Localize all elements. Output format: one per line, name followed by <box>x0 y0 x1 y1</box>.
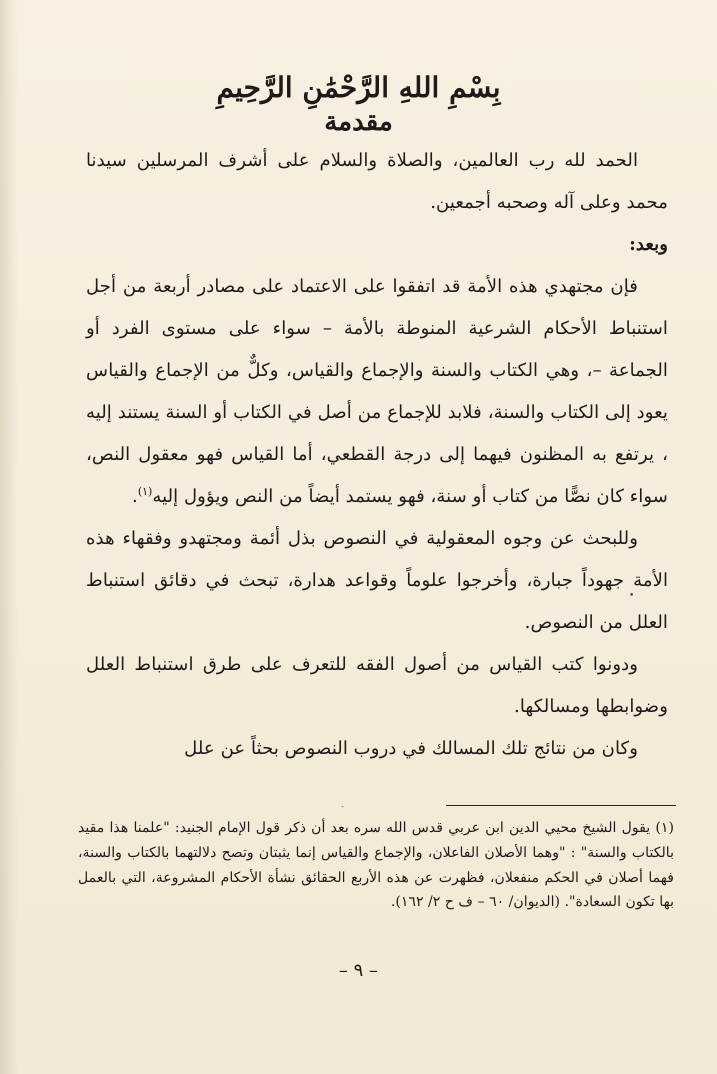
main-text <box>86 140 668 770</box>
margin-mark: • <box>629 591 635 601</box>
paragraph-sources-text: فإن مجتهدي هذه الأمة قد اتفقوا على الاعتماد على مصادر أربعة من أجل استنباط الأحكام الشرعية المنوطة بالأمة – سواء على مستوى الفرد أو الجماعة –، وهي الكتاب والسنة والإجماع والقياس، وكلٌّ من الإجماع والقياس يعود إلى الكتاب والسنة، فلابد للإجماع من أصل في الكتاب أو السنة يستند إليه ، يرتفع به المظنون فيهما إلى درجة القطعي، أما القياس فهو معقول النص، سواء كان نصًّا من كتاب أو سنة، فهو يستمد أيضاً من النص ويؤول إليه <box>86 276 668 507</box>
footnote <box>78 816 674 915</box>
page-number: – ٩ – <box>338 960 379 981</box>
page-title: مقدمة <box>324 107 393 137</box>
bismillah-heading: بِسْمِ اللهِ الرَّحْمَٰنِ الرَّحِيمِ <box>216 71 501 104</box>
footnote-reference: (١) <box>137 484 153 498</box>
paragraph-sources <box>86 266 668 518</box>
paragraph-hamd: الحمد لله رب العالمين، والصلاة والسلام على أشرف المرسلين سيدنا محمد وعلى آله وصحبه أجمعين. <box>86 150 668 213</box>
paragraph-results: وكان من نتائج تلك المسالك في دروب النصوص بحثاً عن علل <box>184 738 638 759</box>
page-gutter-shadow <box>0 0 18 1074</box>
paragraph-qiyas-books: ودونوا كتب القياس من أصول الفقه للتعرف على طرق استنباط العلل وضوابطها ومسالكها. <box>86 654 668 717</box>
footnote-text: (١) يقول الشيخ محيي الدين ابن عربي قدس الله سره بعد أن ذكر قول الإمام الجنيد: "علمنا هذا مقيد بالكتاب والسنة" : "وهما الأصلان الفاعلان، والإجماع والقياس إنما يثبتان وتصح دلالتهما بالكتاب والسنة، فهما أصلان في الحكم منفعلان، فظهرت عن هذه الأربع الحقائق نشأة الأحكام المشروعة، التي بالعمل بها تكون السعادة". (الديوان/ ٦٠ – ف ح ٢/ ١٦٢). <box>78 820 674 911</box>
tick-mark: ˏ <box>341 797 345 808</box>
paragraph-end-punct: . <box>132 486 138 507</box>
paragraph-wa-baad: وبعد: <box>629 234 668 255</box>
paragraph-research: وللبحث عن وجوه المعقولية في النصوص بذل أئمة ومجتهدو وفقهاء هذه الأمة جهوداً جبارة، وأخرجوا علوماً وقواعد هدارة، تبحث في دقائق استنباط العلل من النصوص. <box>86 528 668 633</box>
footnote-separator <box>446 805 676 806</box>
